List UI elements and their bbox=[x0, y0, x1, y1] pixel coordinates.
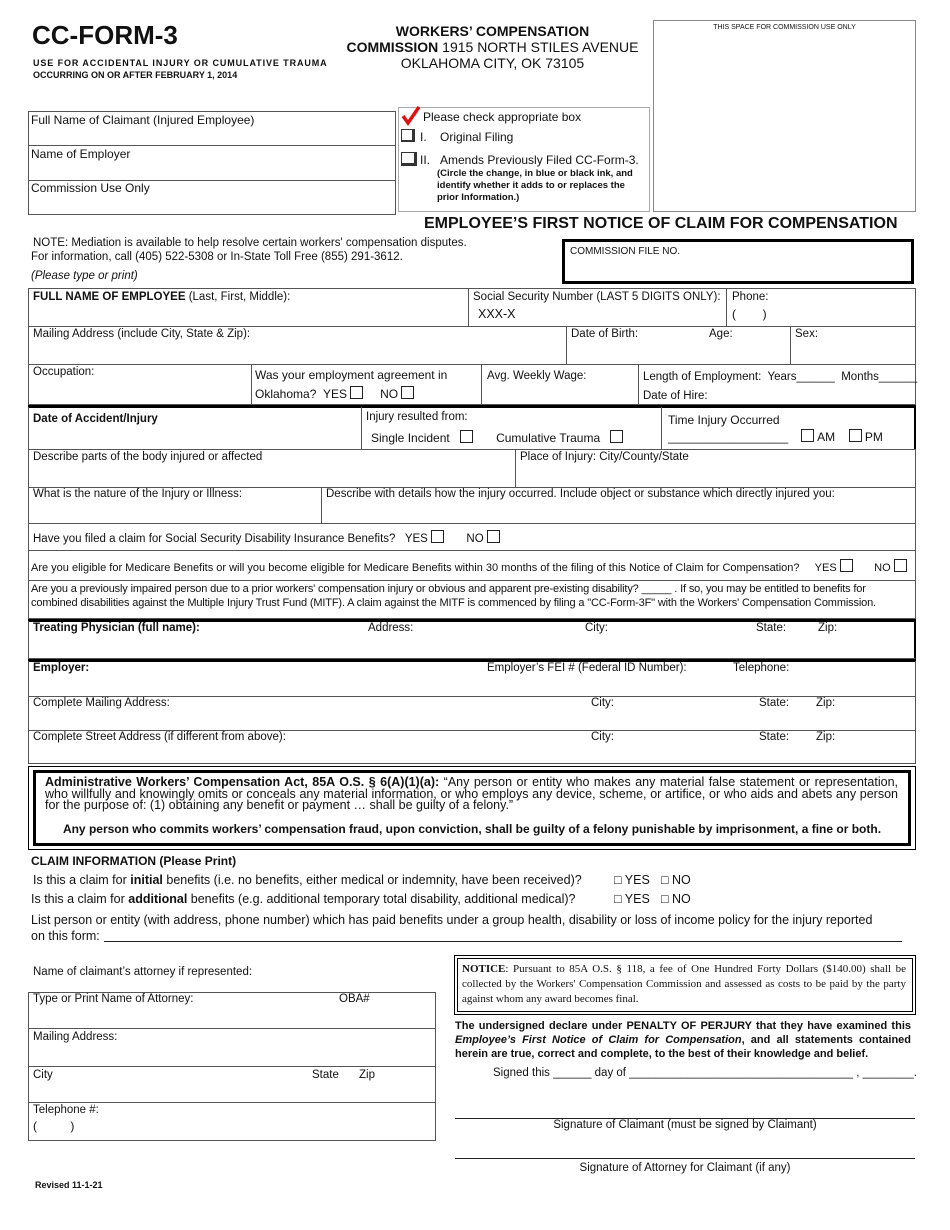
occupation-field[interactable]: Occupation: bbox=[33, 366, 95, 378]
physician-state-field[interactable]: State: bbox=[756, 622, 787, 634]
commission-use-field: Commission Use Only bbox=[31, 181, 150, 195]
single-incident-checkbox[interactable] bbox=[460, 430, 473, 443]
claim-q2-yes[interactable]: □ YES bbox=[614, 892, 650, 906]
original-filing-label: Original Filing bbox=[440, 130, 514, 144]
attorney-heading: Name of claimant’s attorney if represented: bbox=[33, 966, 253, 978]
claim-info-title: CLAIM INFORMATION (Please Print) bbox=[31, 854, 237, 868]
agreement-yes-checkbox[interactable] bbox=[350, 386, 363, 399]
hire-date-field[interactable]: Date of Hire: bbox=[643, 390, 708, 402]
time-injury-field[interactable]: __________________ bbox=[668, 430, 789, 444]
time-injury-label: Time Injury Occurred bbox=[668, 413, 780, 427]
mediation-phone: For information, call (405) 522-5308 or In-State Toll Free (855) 291-3612. bbox=[31, 251, 403, 263]
claim-q2-no[interactable]: □ NO bbox=[661, 892, 691, 906]
employer-table bbox=[28, 661, 916, 764]
ssn-label: Social Security Number (LAST 5 DIGITS ONLY): bbox=[473, 291, 721, 303]
commission-use-only-label: THIS SPACE FOR COMMISSION USE ONLY bbox=[713, 24, 856, 31]
original-filing-checkbox[interactable] bbox=[401, 129, 415, 142]
declaration-text: The undersigned declare under PENALTY OF PERJURY that they have examined this Employee’s First Notice of Claim for Compensation, and all statements contained herein are true, correct and complete, to the best of their knowledge and belief. bbox=[455, 1020, 911, 1060]
claimant-signature-label: Signature of Claimant (must be signed by Claimant) bbox=[553, 1119, 817, 1131]
employer-street-zip[interactable]: Zip: bbox=[816, 731, 836, 743]
attorney-telephone-field[interactable]: ( ) bbox=[33, 1119, 75, 1133]
employee-full-name[interactable]: FULL NAME OF EMPLOYEE (Last, First, Middle): bbox=[33, 291, 291, 303]
injury-type-row: Single Incident Cumulative Trauma bbox=[371, 430, 623, 445]
describe-field[interactable]: Describe with details how the injury occurred. Include object or substance which directly injured you: bbox=[326, 488, 835, 500]
ssn-value[interactable]: XXX-X bbox=[478, 307, 516, 321]
nature-field[interactable]: What is the nature of the Injury or Illness: bbox=[33, 488, 243, 500]
agency-commission: COMMISSION bbox=[346, 39, 439, 55]
amends-note-3: prior Information.) bbox=[437, 192, 520, 203]
mitf-line-2: combined disabilities against the Multiple Injury Trust Fund (MITF). A claim against the MITF is commenced by filing a "CC-Form-3F" with the Workers' Compensation Commission. bbox=[31, 597, 876, 609]
place-of-injury-field[interactable]: Place of Injury: City/County/State bbox=[520, 451, 689, 463]
type-or-print: (Please type or print) bbox=[31, 270, 138, 282]
cumulative-trauma-checkbox[interactable] bbox=[610, 430, 623, 443]
form-id: CC-FORM-3 bbox=[32, 20, 178, 50]
wage-field[interactable]: Avg. Weekly Wage: bbox=[487, 370, 587, 382]
commission-file-no-box bbox=[562, 239, 914, 284]
medicare-question: Are you eligible for Medicare Benefits or will you become eligible for Medicare Benefits within 30 months of the filing of this Notice of Claim for Compensation? YES NO bbox=[31, 559, 907, 574]
notice-text: NOTICE: Pursuant to 85A O.S. § 118, a fee of One Hundred Forty Dollars ($140.00) shall be collected by the Workers' Compensation Commission and assessed as costs to be paid by the party against whom any award becomes final. bbox=[462, 963, 906, 1005]
employer-field[interactable]: Employer: bbox=[33, 662, 90, 674]
checkmark-icon bbox=[400, 105, 422, 130]
time-injury-row: __________________ AM PM bbox=[668, 430, 883, 444]
amends-checkbox[interactable] bbox=[401, 152, 417, 166]
employee-table bbox=[28, 288, 916, 405]
employer-telephone-field[interactable]: Telephone: bbox=[733, 662, 790, 674]
employer-mailing-field[interactable]: Complete Mailing Address: bbox=[33, 697, 170, 709]
dob-field[interactable]: Date of Birth: bbox=[571, 328, 639, 340]
employer-mailing-zip[interactable]: Zip: bbox=[816, 697, 836, 709]
employer-fei-field[interactable]: Employer’s FEI # (Federal ID Number): bbox=[487, 662, 687, 674]
attorney-signature-line[interactable] bbox=[455, 1158, 915, 1159]
amends-note-2: identify whether it adds to or replaces the bbox=[437, 180, 625, 191]
agency-address: 1915 NORTH STILES AVENUE bbox=[442, 39, 639, 55]
attorney-mailing-field[interactable]: Mailing Address: bbox=[33, 1031, 118, 1043]
claim-q1: Is this a claim for initial benefits (i.e. no benefits, either medical or indemnity, have been received)? bbox=[33, 873, 582, 887]
employer-mailing-state[interactable]: State: bbox=[759, 697, 790, 709]
employer-street-state[interactable]: State: bbox=[759, 731, 790, 743]
agreement-row: Oklahoma? YES NO bbox=[255, 386, 414, 401]
agency-city: OKLAHOMA CITY, OK 73105 bbox=[400, 55, 585, 71]
medicare-no-checkbox[interactable] bbox=[894, 559, 907, 572]
physician-city-field[interactable]: City: bbox=[585, 622, 608, 634]
agency-line1: WORKERS’ COMPENSATION bbox=[395, 23, 590, 39]
employer-mailing-city[interactable]: City: bbox=[591, 697, 614, 709]
am-checkbox[interactable] bbox=[801, 429, 814, 442]
ssdi-yes-checkbox[interactable] bbox=[431, 530, 444, 543]
original-filing-num: I. bbox=[420, 130, 427, 144]
attorney-signature-label: Signature of Attorney for Claimant (if any) bbox=[579, 1162, 791, 1174]
agreement-no-checkbox[interactable] bbox=[401, 386, 414, 399]
body-parts-field[interactable]: Describe parts of the body injured or affected bbox=[33, 451, 263, 463]
form-subtitle-1: USE FOR ACCIDENTAL INJURY OR CUMULATIVE TRAUMA bbox=[33, 58, 328, 68]
agreement-label-1: Was your employment agreement in bbox=[255, 368, 448, 382]
mediation-note: NOTE: Mediation is available to help resolve certain workers' compensation disputes. bbox=[33, 237, 467, 249]
revised-date: Revised 11-1-21 bbox=[35, 1180, 103, 1190]
attorney-city-field[interactable]: City bbox=[33, 1069, 53, 1081]
claim-q1-no[interactable]: □ NO bbox=[661, 873, 691, 887]
form-subtitle-2: OCCURRING ON OR AFTER FEBRUARY 1, 2014 bbox=[33, 70, 238, 80]
employer-name-field[interactable]: Name of Employer bbox=[31, 147, 131, 161]
commission-file-no-label: COMMISSION FILE NO. bbox=[570, 246, 681, 257]
mitf-line-1: Are you a previously impaired person due to a prior workers' compensation injury or obvious and apparent pre-existing disability? _____ . If so, you may be entitled to benefits for bbox=[31, 583, 866, 595]
claim-list-1: List person or entity (with address, phone number) which has paid benefits under a group health, disability or loss of income policy for the injury reported bbox=[31, 913, 873, 927]
medicare-yes-checkbox[interactable] bbox=[840, 559, 853, 572]
sex-field[interactable]: Sex: bbox=[795, 328, 819, 340]
attorney-oba-field[interactable]: OBA# bbox=[339, 993, 370, 1005]
claim-q2: Is this a claim for additional benefits (e.g. additional temporary total disability, additional medical)? bbox=[31, 892, 576, 906]
phone-label: Phone: bbox=[732, 291, 769, 303]
attorney-state-field[interactable]: State bbox=[312, 1069, 339, 1081]
claim-list-2: on this form: bbox=[31, 929, 100, 943]
accident-table bbox=[28, 407, 916, 524]
mailing-address-field[interactable]: Mailing Address (include City, State & Zip): bbox=[33, 328, 251, 340]
employer-street-city[interactable]: City: bbox=[591, 731, 614, 743]
amends-label: Amends Previously Filed CC-Form-3. bbox=[440, 153, 639, 167]
length-of-employment[interactable]: Length of Employment: Years______ Months______ bbox=[643, 371, 918, 383]
signed-date-field[interactable]: Signed this ______ day of ___________________________________ , ________. bbox=[493, 1067, 917, 1079]
fraud-warning-text: Any person who commits workers’ compensation fraud, upon conviction, shall be guilty of a felony punishable by imprisonment, a fine or both. bbox=[62, 822, 882, 836]
ssdi-no-checkbox[interactable] bbox=[487, 530, 500, 543]
agency-block bbox=[330, 23, 655, 71]
employer-street-field[interactable]: Complete Street Address (if different from above): bbox=[33, 731, 286, 743]
injury-resulted-label: Injury resulted from: bbox=[366, 411, 468, 423]
claimant-name-field[interactable]: Full Name of Claimant (Injured Employee) bbox=[31, 113, 255, 127]
pm-checkbox[interactable] bbox=[849, 429, 862, 442]
physician-name-field[interactable]: Treating Physician (full name): bbox=[33, 622, 200, 634]
claim-q1-yes[interactable]: □ YES bbox=[614, 873, 650, 887]
attorney-name-field[interactable]: Type or Print Name of Attorney: bbox=[33, 993, 194, 1005]
commission-use-only-box bbox=[653, 20, 916, 212]
amends-note-1: (Circle the change, in blue or black ink, and bbox=[437, 168, 633, 179]
fraud-act-text: Administrative Workers’ Compensation Act, 85A O.S. § 6(A)(1)(a): “Any person or entity who makes any material false statement or representation, who willfully and knowingly omits or conceals any material information, or who employs any device, scheme, or artifice, or who aids and abets any person for the purpose of: (1) obtaining any benefit or payment … shall be guilty of a felony.” bbox=[45, 775, 898, 812]
date-of-accident-field[interactable]: Date of Accident/Injury bbox=[33, 413, 158, 425]
amends-num: II. bbox=[420, 153, 431, 167]
phone-field[interactable]: ( ) bbox=[732, 307, 767, 321]
physician-zip-field[interactable]: Zip: bbox=[818, 622, 838, 634]
ssdi-question: Have you filed a claim for Social Security Disability Insurance Benefits? YES NO bbox=[33, 530, 500, 545]
attorney-zip-field[interactable]: Zip bbox=[359, 1069, 375, 1081]
attorney-telephone-label: Telephone #: bbox=[33, 1104, 99, 1116]
filing-instruction: Please check appropriate box bbox=[423, 110, 582, 124]
age-field[interactable]: Age: bbox=[709, 328, 733, 340]
physician-address-field[interactable]: Address: bbox=[368, 622, 414, 634]
main-title: EMPLOYEE’S FIRST NOTICE OF CLAIM FOR COMPENSATION bbox=[424, 215, 898, 232]
claim-list-line[interactable] bbox=[104, 941, 902, 942]
